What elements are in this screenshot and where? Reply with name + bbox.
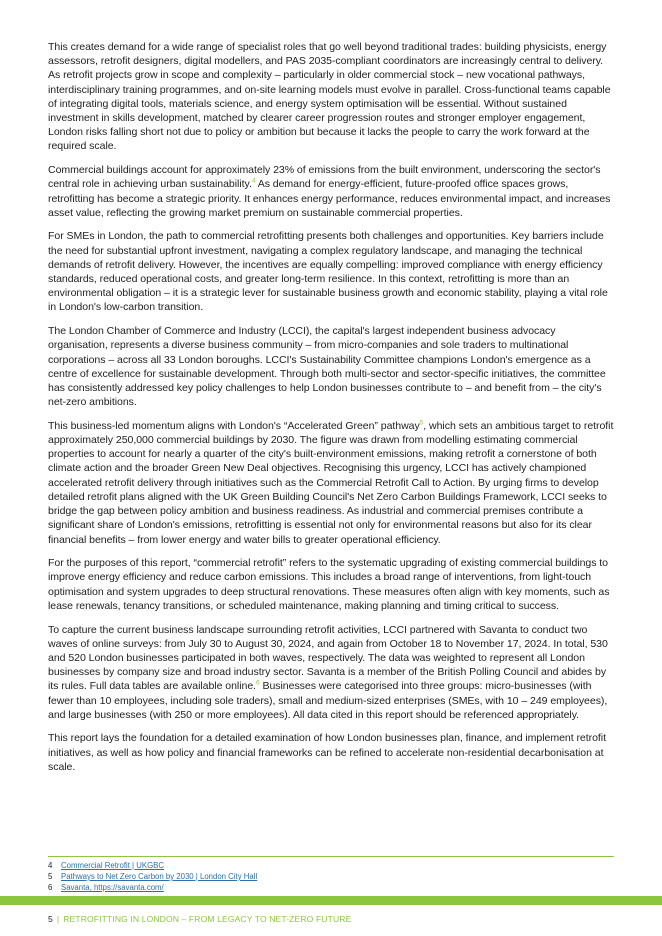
report-body xyxy=(48,40,614,784)
footnote-divider xyxy=(48,856,614,857)
footnote-ref-6[interactable]: 6 xyxy=(256,679,260,687)
paragraph-smes: For SMEs in London, the path to commercial retrofitting presents both challenges and opportunities. Key barriers include the need for substantial upfront investment, navigating a complex regulatory landscape, and managing the technical demands of retrofit delivery. However, the incentives are equally compelling: improved compliance with energy efficiency standards, reduced operational costs, and greater long-term resilience. In this context, retrofitting is more than an environmental obligation – it is a strategic lever for sustainable business growth and economic stability, playing a vital role in London's low-carbon transition. xyxy=(48,230,608,314)
paragraph-accelerated-green xyxy=(48,419,614,547)
footnotes xyxy=(48,860,614,893)
footnote-link-savanta[interactable]: Savanta, https://savanta.com/ xyxy=(61,883,164,892)
paragraph-text: This business-led momentum aligns with London's “Accelerated Green” pathway xyxy=(48,419,420,432)
paragraph-foundation: This report lays the foundation for a detailed examination of how London businesses plan, finance, and implement retrofit initiatives, as well as how policy and financial frameworks can be refined to accelerate non-residential decarbonisation at scale. xyxy=(48,732,606,773)
paragraph-commercial-buildings xyxy=(48,163,614,220)
paragraph-skills: This creates demand for a wide range of specialist roles that go well beyond traditional trades: building physicists, energy assessors, retrofit designers, digital modellers, and PAS 2035-compliant coordinators are increasingly central to delivery. As retrofit projects grow in scope and complexity – particularly in older commercial stock – new vocational pathways, interdisciplinary training programmes, and on-site learning models must evolve in parallel. Cross-functional teams capable of integrating digital tools, materials science, and energy system optimisation will be essential. Without sustained investment in skills development, matched by clearer career progression routes and stronger employer engagement, London risks falling short not due to policy or ambition but because it lacks the people to carry the work forward at the required scale. xyxy=(48,41,611,153)
footnote-6 xyxy=(48,882,614,893)
footnote-5 xyxy=(48,871,614,882)
paragraph-text: , which sets an ambitious target to retrofit approximately 250,000 commercial buildings by 2030. The figure was drawn from modelling estimating commercial properties to account for nearly a quarter of the city's built-environment emissions, making retrofit a cornerstone of both climate action and the broader Green New Deal objectives. Recognising this urgency, LCCI has actively championed accelerated retrofit delivery through initiatives such as the Commercial Retrofit Call to Action. By urging firms to develop detailed retrofit plans aligned with the UK Green Building Council's Net Zero Carbon Buildings Framework, LCCI seeks to bridge the gap between policy ambition and business readiness. As industrial and commercial premises contribute a significant share of London's emissions, retrofitting is essential not only for environmental reasons but also for its clear financial benefits – from lower energy and water bills to greater operational efficiency. xyxy=(48,419,614,546)
footnote-number: 6 xyxy=(48,883,53,892)
paragraph-definition: For the purposes of this report, “commercial retrofit” refers to the systematic upgrading of existing commercial buildings to improve energy efficiency and reduce carbon emissions. This includes a broad range of interventions, from light-touch optimisation and system upgrades to deep structural renovations. These measures often align with key moments, such as lease renewals, tenancy transitions, or scheduled maintenance, making planning and timing critical to success. xyxy=(48,557,610,612)
paragraph-lcci: The London Chamber of Commerce and Industry (LCCI), the capital's largest independent business advocacy organisation, represents a diverse business community – from micro-companies and sole traders to multinational corporations – across all 33 London boroughs. LCCI's Sustainability Committee champions London's emergence as a centre of excellence for sustainable development. Through both multi-sector and sector-specific initiatives, the committee has consistently addressed key policy challenges to help London businesses contribute to – and benefit from – the city's net-zero ambitions. xyxy=(48,325,606,409)
paragraph-text: As demand for energy-efficient, future-proofed office spaces grows, retrofitting has become a strategic priority. It enhances energy performance, reduces environmental impact, and increases asset value, reflecting the growing market premium on sustainable commercial properties. xyxy=(48,178,611,219)
page-number: 5 xyxy=(48,914,53,924)
footnote-4 xyxy=(48,860,614,871)
footnote-link-ukgbc[interactable]: Commercial Retrofit | UKGBC xyxy=(61,861,164,870)
footnote-link-city-hall[interactable]: Pathways to Net Zero Carbon by 2030 | London City Hall xyxy=(61,872,258,881)
footer-accent-bar xyxy=(0,896,662,905)
page-footer xyxy=(48,914,351,924)
document-title: RETROFITTING IN LONDON – FROM LEGACY TO NET-ZERO FUTURE xyxy=(63,914,352,924)
footnote-ref-5[interactable]: 5 xyxy=(419,419,424,427)
paragraph-text: Commercial buildings account for approximately 23% of emissions from the built environment, underscoring the sector's central role in achieving urban sustainability. xyxy=(48,164,601,191)
footer-separator: | xyxy=(56,914,60,924)
footnote-ref-4[interactable]: 4 xyxy=(251,177,256,185)
paragraph-text: To capture the current business landscape surrounding retrofit activities, LCCI partnered with Savanta to conduct two waves of online surveys: from July 30 to August 30, 2024, and again from October 18 to November 17, 2024. In total, 530 and 520 London businesses participated in both waves, respectively. The data was weighted to represent all London businesses by company size and broad industry sector. Savanta is a member of the British Polling Council and abides by its rules. Full data tables are available online. xyxy=(48,623,608,693)
footnote-number: 5 xyxy=(48,872,53,881)
footnote-number: 4 xyxy=(48,861,53,870)
paragraph-methodology xyxy=(48,623,614,722)
paragraph-text: Businesses were categorised into three groups: micro-businesses (with fewer than 10 employees, including sole traders), small and medium-sized enterprises (SMEs, with 10 – 249 employees), and large businesses (with 250 or more employees). All data cited in this report should be referenced appropriately. xyxy=(48,680,608,721)
